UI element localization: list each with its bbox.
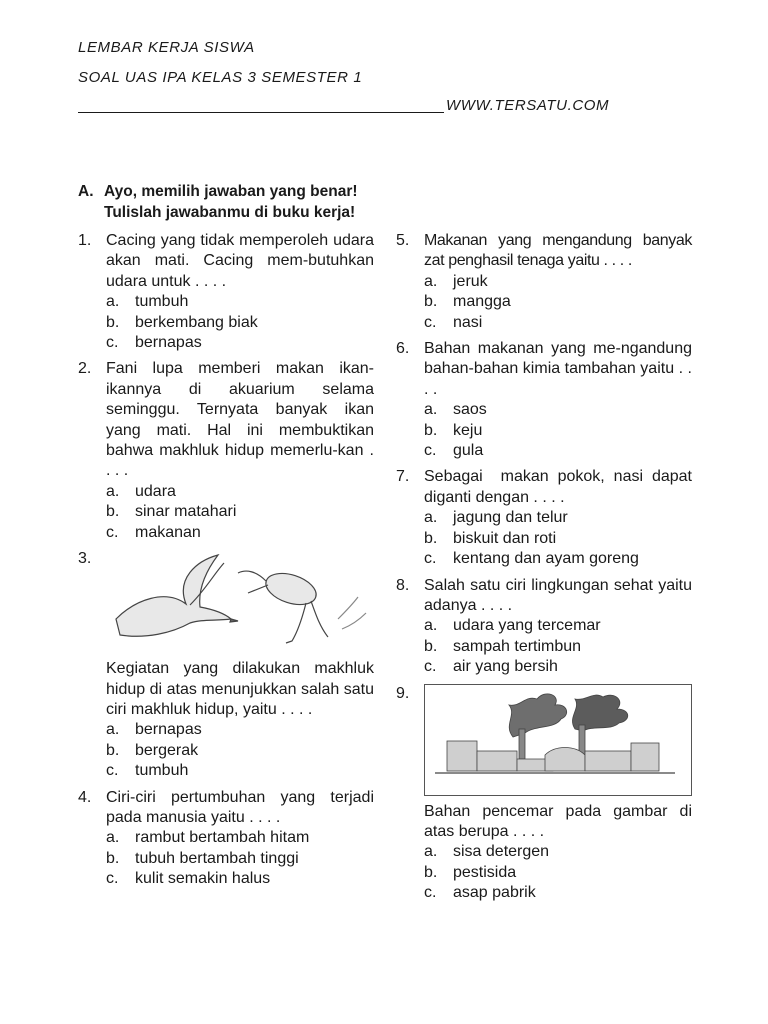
- option-c: [106, 761, 374, 781]
- question-text: Salah satu ciri lingkungan sehat yaitu adanya . . . .: [424, 576, 692, 614]
- option-text: air yang bersih: [453, 658, 558, 676]
- question-number: 3.: [78, 550, 92, 568]
- option-c: [424, 441, 692, 461]
- option-text: keju: [453, 421, 483, 439]
- option-a: [424, 616, 692, 636]
- question-text: Kegiatan yang dilakukan makhluk hidup di atas menunjukkan salah satu ciri makhluk hidup, yaitu . . . .: [106, 660, 374, 718]
- option-text: tumbuh: [135, 762, 189, 780]
- question-number: 5.: [396, 232, 410, 249]
- chimney-icon: [519, 729, 525, 759]
- bird-body-icon: [116, 555, 231, 636]
- option-a: [106, 482, 374, 502]
- option-letter: c.: [106, 523, 119, 541]
- bird-and-frog-illustration: [106, 549, 374, 655]
- option-letter: b.: [424, 863, 438, 881]
- option-a: [424, 400, 692, 420]
- option-text: biskuit dan roti: [453, 529, 557, 547]
- option-letter: c.: [424, 313, 437, 331]
- question-3: [78, 549, 374, 781]
- option-letter: c.: [424, 884, 437, 902]
- option-b: [106, 313, 374, 333]
- option-text: sampah tertimbun: [453, 637, 582, 655]
- option-letter: c.: [106, 762, 119, 780]
- option-text: tumbuh: [135, 293, 189, 311]
- frog-front-legs-icon: [238, 571, 268, 593]
- option-text: gula: [453, 442, 484, 460]
- option-text: bergerak: [135, 741, 199, 759]
- option-b: [424, 421, 692, 441]
- question-6: [396, 339, 692, 461]
- frog-body-icon: [262, 568, 320, 611]
- section-instruction-1: Ayo, memilih jawaban yang benar!: [104, 183, 358, 200]
- frog-back-legs-icon: [286, 601, 328, 643]
- option-letter: a.: [106, 721, 120, 739]
- question-text: Bahan makanan yang me-ngandung bahan-bahan kimia tambahan yaitu . . . .: [424, 340, 692, 398]
- option-letter: c.: [106, 334, 119, 352]
- bird-frog-drawing: [106, 549, 376, 655]
- option-letter: b.: [424, 421, 438, 439]
- option-text: rambut bertambah hitam: [135, 829, 310, 847]
- option-letter: b.: [106, 849, 120, 867]
- option-b: [424, 637, 692, 657]
- website-label: WWW.TERSATU.COM: [446, 97, 610, 114]
- option-text: sinar matahari: [135, 503, 237, 521]
- smoke-cloud-icon: [509, 693, 567, 736]
- option-letter: b.: [424, 293, 438, 311]
- option-c: [106, 869, 374, 889]
- option-letter: a.: [106, 829, 120, 847]
- factory-building-icon: [447, 741, 477, 771]
- option-text: sisa detergen: [453, 843, 550, 861]
- option-text: berkembang biak: [135, 313, 258, 331]
- factory-dome-icon: [545, 747, 585, 771]
- option-b: [424, 529, 692, 549]
- question-number: 7.: [396, 468, 410, 486]
- worksheet-title: LEMBAR KERJA SISWA: [78, 39, 255, 56]
- question-number: 1.: [78, 232, 92, 249]
- question-text: Cacing yang tidak memperoleh udara akan mati. Cacing mem-butuhkan udara untuk . . . .: [106, 232, 374, 290]
- option-c: [424, 883, 692, 903]
- question-text: Makanan yang mengandung banyak zat penghasil tenaga yaitu . . . .: [424, 232, 692, 270]
- option-text: pestisida: [453, 863, 517, 881]
- option-text: jeruk: [453, 272, 488, 290]
- option-letter: b.: [106, 503, 120, 521]
- option-b: [106, 502, 374, 522]
- option-text: bernapas: [135, 334, 202, 352]
- question-text: Sebagai makan pokok, nasi dapat diganti dengan . . . .: [424, 468, 697, 506]
- section-heading: [78, 181, 358, 223]
- option-c: [106, 333, 374, 353]
- option-letter: a.: [424, 843, 438, 861]
- question-7: [396, 467, 697, 569]
- option-text: mangga: [453, 293, 511, 311]
- option-text: udara: [135, 482, 176, 500]
- factory-building-icon: [477, 751, 517, 771]
- option-b: [424, 863, 692, 883]
- question-number: 6.: [396, 340, 410, 358]
- option-a: [106, 828, 374, 848]
- option-c: [424, 549, 692, 569]
- option-text: kentang dan ayam goreng: [453, 550, 639, 568]
- header-rule: [78, 112, 444, 113]
- option-text: udara yang tercemar: [453, 617, 601, 635]
- option-letter: b.: [106, 741, 120, 759]
- question-9: [396, 684, 692, 904]
- option-a: [424, 272, 692, 292]
- question-5: [396, 231, 692, 333]
- option-letter: a.: [424, 617, 438, 635]
- option-b: [424, 292, 692, 312]
- question-number: 2.: [78, 360, 92, 378]
- option-c: [106, 523, 374, 543]
- factory-building-icon: [585, 751, 631, 771]
- option-a: [106, 292, 374, 312]
- option-letter: c.: [424, 550, 437, 568]
- right-column: [396, 231, 697, 910]
- option-letter: a.: [106, 293, 120, 311]
- option-text: asap pabrik: [453, 884, 536, 902]
- question-text: Bahan pencemar pada gambar di atas berupa . . . .: [424, 802, 692, 840]
- question-4: [78, 788, 374, 890]
- option-text: saos: [453, 401, 487, 419]
- option-letter: c.: [106, 870, 119, 888]
- storage-tank-icon: [631, 743, 659, 771]
- option-letter: c.: [424, 442, 437, 460]
- question-1: [78, 231, 374, 353]
- option-text: kulit semakin halus: [135, 870, 271, 888]
- option-letter: a.: [106, 482, 120, 500]
- option-c: [424, 657, 692, 677]
- option-a: [106, 720, 374, 740]
- option-letter: a.: [424, 272, 438, 290]
- factory-pollution-illustration: [424, 684, 692, 796]
- option-letter: a.: [424, 401, 438, 419]
- option-b: [106, 849, 374, 869]
- option-letter: b.: [424, 637, 438, 655]
- question-2: [78, 359, 374, 543]
- option-a: [424, 508, 692, 528]
- question-8: [396, 576, 692, 678]
- section-letter: A.: [78, 183, 94, 200]
- section-instruction-2: Tulislah jawabanmu di buku kerja!: [104, 204, 356, 221]
- option-letter: b.: [424, 529, 438, 547]
- factory-drawing: [425, 685, 691, 795]
- question-text: Ciri-ciri pertumbuhan yang terjadi pada manusia yaitu . . . .: [106, 788, 374, 826]
- option-a: [424, 842, 692, 862]
- option-text: nasi: [453, 313, 483, 331]
- option-b: [106, 741, 374, 761]
- option-text: bernapas: [135, 721, 202, 739]
- question-text: Fani lupa memberi makan ikan-ikannya di akuarium selama seminggu. Ternyata banyak ikan yang mati. Hal ini membuktikan bahwa makhluk hidup memerlu-kan . . . .: [106, 360, 374, 480]
- motion-lines-icon: [338, 597, 366, 629]
- option-c: [424, 313, 692, 333]
- option-letter: b.: [106, 313, 120, 331]
- question-number: 4.: [78, 788, 92, 806]
- bird-beak-icon: [230, 619, 238, 622]
- option-letter: c.: [424, 658, 437, 676]
- question-number: 8.: [396, 576, 410, 594]
- option-text: jagung dan telur: [453, 509, 568, 527]
- option-letter: a.: [424, 509, 438, 527]
- option-text: makanan: [135, 523, 201, 541]
- left-column: [78, 231, 374, 896]
- option-text: tubuh bertambah tinggi: [135, 849, 299, 867]
- question-number: 9.: [396, 684, 410, 702]
- exam-title: SOAL UAS IPA KELAS 3 SEMESTER 1: [78, 69, 363, 86]
